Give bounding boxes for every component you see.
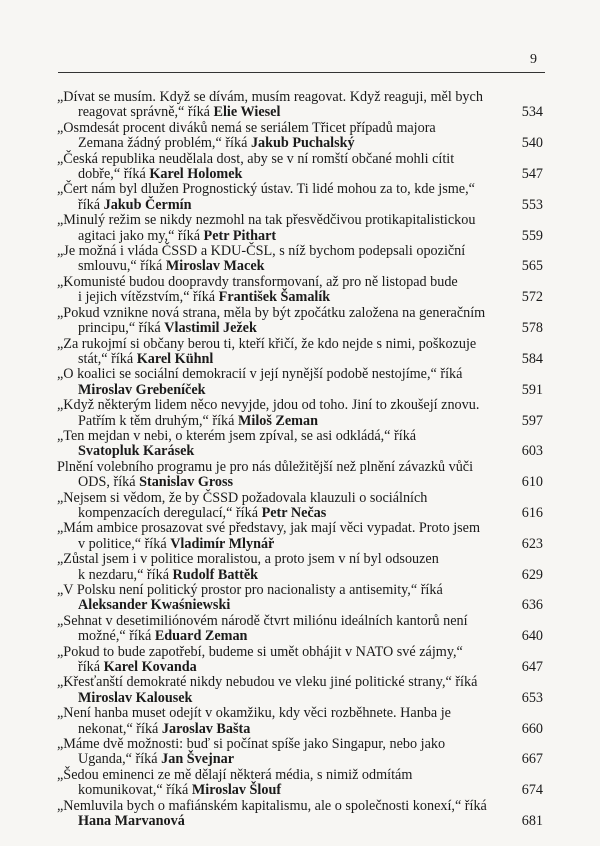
entry-attribution [57, 352, 543, 367]
entry-attribution [57, 475, 543, 490]
entry-attribution [57, 506, 543, 521]
entry-quote: „Není hanba muset odejít v okamžiku, kdy věci rozběhnete. Hanba je [57, 705, 451, 722]
entry-quote: „Sehnat v desetimiliónovém národě čtvrt miliónu ideálních kantorů není [57, 612, 468, 629]
entry-speaker: Miroslav Kalousek [78, 689, 193, 706]
entry-quote: „Pokud to bude zapotřebí, budeme si umět obhájit v NATO své zájmy,“ [57, 643, 463, 660]
entry-attribution-prefix: nekonat,“ říká [78, 720, 162, 737]
entry-attribution-prefix: říká [78, 196, 104, 213]
entry-attribution [57, 321, 543, 336]
entry-speaker: Petr Nečas [261, 504, 327, 521]
entry-quote: „Zůstal jsem i v politice moralistou, a proto jsem v ní byl odsouzen [57, 551, 439, 568]
entry-speaker: Rudolf Battěk [172, 566, 259, 583]
entry-attribution [57, 105, 543, 120]
entry-attribution-prefix: k nezdaru,“ říká [78, 566, 173, 583]
entry-attribution-prefix: principu,“ říká [78, 320, 165, 337]
entry-quote: Plnění volebního programu je pro nás důležitější než plnění závazků vůči [57, 458, 474, 475]
entry-page-number: 660 [521, 720, 543, 737]
toc-entry [57, 244, 543, 275]
entry-page-number: 647 [521, 659, 543, 676]
entry-attribution [57, 414, 543, 429]
entry-quote: „Česká republika neudělala dost, aby se v ní romští občané mohli cítit [57, 150, 455, 167]
toc-entry [57, 429, 543, 460]
entry-quote: „Dívat se musím. Když se dívám, musím reagovat. Když reaguji, měl bych [57, 89, 483, 105]
entry-attribution-prefix: kompenzacích deregulací,“ říká [78, 504, 262, 521]
entry-page-number: 578 [521, 320, 543, 337]
entry-attribution-prefix: stát,“ říká [78, 350, 137, 367]
entry-page-number: 547 [521, 166, 543, 183]
entry-attribution [57, 783, 543, 798]
toc-entry [57, 521, 543, 552]
entry-speaker: Miroslav Grebeníček [78, 381, 206, 398]
entry-attribution [57, 722, 543, 737]
entry-attribution-prefix: říká [78, 659, 104, 676]
entry-page-number: 623 [521, 535, 543, 552]
entry-quote: „Šedou eminenci ze mě dělají některá média, s nimiž odmítám [57, 766, 413, 783]
entry-speaker: Petr Pithart [203, 227, 277, 244]
entry-attribution [57, 229, 543, 244]
entry-attribution [57, 290, 543, 305]
toc-entry [57, 675, 543, 706]
toc-entry [57, 614, 543, 645]
toc-entry [57, 583, 543, 614]
entry-quote: „O koalici se sociální demokracií v její nynější podobě nestojíme,“ říká [57, 366, 463, 383]
entry-attribution [57, 752, 543, 767]
entry-quote: „Nejsem si vědom, že by ČSSD požadovala klauzuli o sociálních [57, 489, 428, 506]
entry-quote: „Minulý režim se nikdy nezmohl na tak přesvědčivou protikapitalistickou [57, 212, 476, 229]
entry-quote: „Křesťanští demokraté nikdy nebudou ve vleku jiné politické strany,“ říká [57, 674, 478, 691]
entry-attribution [57, 136, 543, 151]
toc-entry [57, 306, 543, 337]
entry-page-number: 584 [521, 350, 543, 367]
toc-entry [57, 706, 543, 737]
entry-speaker: Svatopluk Karásek [78, 443, 195, 460]
entry-quote: „Komunisté budou doopravdy transformovaní, až pro ně listopad bude [57, 273, 458, 290]
entry-quote: „Mám ambice prosazovat své představy, jak mají věci vypadat. Proto jsem [57, 520, 480, 537]
entry-attribution-prefix: komunikovat,“ říká [78, 782, 192, 799]
entry-quote: „Nemluvila bych o mafiánském kapitalismu, ale o společnosti konexí,“ říká [57, 797, 487, 814]
entry-speaker: Miloš Zeman [237, 412, 318, 429]
entry-page-number: 591 [521, 381, 543, 398]
entry-page-number: 597 [521, 412, 543, 429]
entry-speaker: Stanislav Gross [139, 474, 234, 491]
entry-page-number: 553 [521, 196, 543, 213]
toc-entry [57, 398, 543, 429]
entry-attribution-prefix: v politice,“ říká [78, 535, 171, 552]
entry-quote: „Je možná i vláda ČSSD a KDU-ČSL, s níž bychom podepsali opoziční [57, 243, 466, 260]
entry-speaker: František Šamalík [218, 289, 331, 306]
entry-quote: „Čert nám byl dlužen Prognostický ústav. Ti lidé mohou za to, kde jsme,“ [57, 181, 475, 198]
entry-speaker: Hana Marvanová [78, 813, 185, 830]
entry-attribution-prefix: Uganda,“ říká [78, 751, 162, 768]
entry-speaker: Karel Holomek [149, 166, 243, 183]
entry-speaker: Miroslav Šlouf [191, 782, 282, 799]
entry-attribution [57, 383, 543, 398]
entry-quote: „Za rukojmí si občany berou ti, kteří křičí, že kdo nejde s nimi, poškozuje [57, 335, 477, 352]
entry-attribution [57, 814, 543, 829]
entry-page-number: 681 [521, 813, 543, 830]
entry-attribution-prefix: Zemana žádný problém,“ říká [78, 135, 251, 152]
header-rule [58, 72, 545, 73]
entry-page-number: 559 [521, 227, 543, 244]
entry-quote: „Když některým lidem něco nevyjde, jdou od toho. Jiní to zkoušejí znovu. [57, 397, 480, 414]
toc-entry [57, 275, 543, 306]
entry-attribution-prefix: Patřím k těm druhým,“ říká [78, 412, 238, 429]
toc-entry [57, 337, 543, 368]
toc-entry [57, 737, 543, 768]
toc-entry [57, 213, 543, 244]
entry-speaker: Miroslav Macek [165, 258, 265, 275]
entry-attribution [57, 660, 543, 675]
entry-attribution [57, 629, 543, 644]
page-number: 9 [530, 52, 537, 67]
entry-attribution [57, 598, 543, 613]
entry-speaker: Jakub Čermín [103, 196, 192, 213]
entry-speaker: Karel Kühnl [136, 350, 214, 367]
entry-speaker: Jan Švejnar [161, 751, 235, 768]
toc-entry [57, 552, 543, 583]
toc-entry [57, 121, 543, 152]
entry-page-number: 534 [521, 104, 543, 121]
entry-page-number: 603 [521, 443, 543, 460]
entry-page-number: 565 [521, 258, 543, 275]
entry-attribution-prefix: agitaci jako my,“ říká [78, 227, 204, 244]
entry-page-number: 674 [521, 782, 543, 799]
entry-page-number: 572 [521, 289, 543, 306]
toc-entry [57, 799, 543, 830]
entry-speaker: Vlastimil Ježek [164, 320, 257, 337]
entry-page-number: 610 [521, 474, 543, 491]
entry-page-number: 636 [521, 597, 543, 614]
toc-entry [57, 152, 543, 183]
entry-speaker: Jakub Puchalský [250, 135, 355, 152]
entry-speaker: Vladimír Mlynář [170, 535, 275, 552]
entry-page-number: 616 [521, 504, 543, 521]
entry-attribution-prefix: možné,“ říká [78, 628, 155, 645]
entry-page-number: 667 [521, 751, 543, 768]
entry-quote: „Osmdesát procent diváků nemá se seriálem Třicet případů majora [57, 119, 436, 136]
entry-attribution-prefix: dobře,“ říká [78, 166, 150, 183]
entry-attribution [57, 537, 543, 552]
toc-entry [57, 491, 543, 522]
entry-page-number: 653 [521, 689, 543, 706]
entry-attribution [57, 691, 543, 706]
entry-attribution-prefix: i jejich vítězstvím,“ říká [78, 289, 219, 306]
entry-attribution [57, 444, 543, 459]
entry-speaker: Elie Wiesel [213, 104, 281, 121]
entry-attribution-prefix: smlouvu,“ říká [78, 258, 166, 275]
entry-quote: „Ten mejdan v nebi, o kterém jsem zpíval, se asi odkládá,“ říká [57, 427, 417, 444]
entry-quote: „Máme dvě možnosti: buď si počínat spíše jako Singapur, nebo jako [57, 736, 446, 753]
toc-entry [57, 90, 543, 121]
entry-attribution [57, 198, 543, 213]
toc-entry [57, 182, 543, 213]
toc-entry [57, 460, 543, 491]
entry-attribution [57, 568, 543, 583]
table-of-contents [57, 90, 543, 830]
toc-entry [57, 367, 543, 398]
entry-speaker: Karel Kovanda [103, 659, 197, 676]
entry-quote: „V Polsku není politický prostor pro nacionalisty a antisemity,“ říká [57, 582, 443, 598]
entry-speaker: Eduard Zeman [154, 628, 248, 645]
toc-entry [57, 768, 543, 799]
toc-entry [57, 645, 543, 676]
entry-attribution-prefix: ODS, říká [78, 474, 140, 491]
entry-quote: „Pokud vznikne nová strana, měla by být zpočátku založena na generačním [57, 304, 486, 321]
entry-speaker: Aleksander Kwaśniewski [78, 597, 231, 614]
entry-page-number: 540 [521, 135, 543, 152]
entry-page-number: 640 [521, 628, 543, 645]
entry-speaker: Jaroslav Bašta [161, 720, 251, 737]
entry-attribution [57, 259, 543, 274]
entry-page-number: 629 [521, 566, 543, 583]
entry-attribution-prefix: reagovat správně,“ říká [78, 104, 214, 121]
